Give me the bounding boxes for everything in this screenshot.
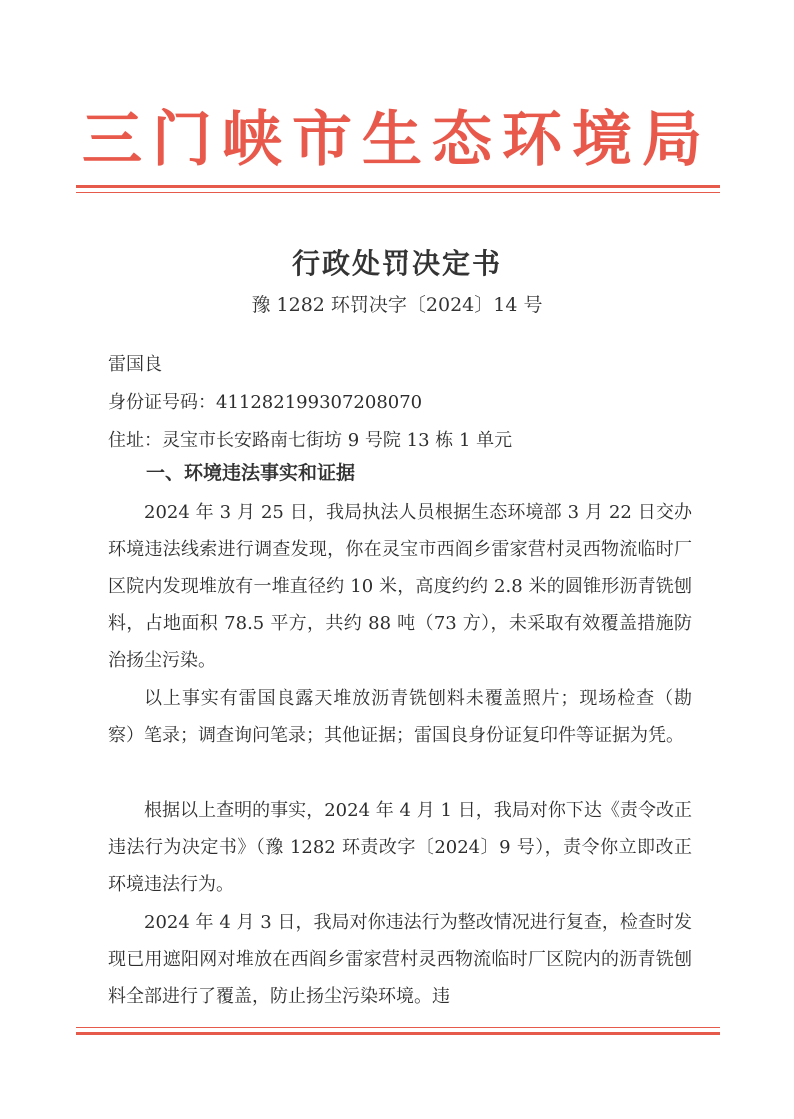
paragraph-evidence: 以上事实有雷国良露天堆放沥青铣刨料未覆盖照片；现场检查（勘察）笔录；调查询问笔录；其他证据；雷国良身份证复印件等证据为凭。 [108, 688, 692, 746]
party-address: 住址：灵宝市长安路南七街坊 9 号院 13 栋 1 单元 [108, 430, 513, 451]
footer-rule-thin [76, 1027, 720, 1028]
footer-rule-thick [76, 1032, 720, 1035]
paragraph-recheck: 2024 年 4 月 3 日，我局对你违法行为整改情况进行复查，检查时发现已用遮阳网对堆放在西阎乡雷家营村灵西物流临时厂区院内的沥青铣刨料全部进行了覆盖，防止扬尘污染环境。违 [108, 912, 692, 1007]
document-title: 行政处罚决定书 [291, 247, 502, 280]
paragraph-facts: 2024 年 3 月 25 日，我局执法人员根据生态环境部 3 月 22 日交办环境违法线索进行调查发现，你在灵宝市西阎乡雷家营村灵西物流临时厂区院内发现堆放有一堆直径约 10 米，高度约约 2.8 米的圆锥形沥青铣刨料，占地面积 78.5 平方，共约 88 吨（73 方），未采取有效覆盖措施防治扬尘污染。 [108, 502, 692, 671]
agency-name: 三门峡市生态环境局 [82, 105, 712, 175]
header-rule-thick [76, 185, 720, 188]
paragraph-order: 根据以上查明的事实，2024 年 4 月 1 日，我局对你下达《责令改正违法行为决定书》（豫 1282 环责改字〔2024〕9 号），责令你立即改正环境违法行为。 [108, 800, 692, 895]
party-id: 身份证号码：411282199307208070 [108, 392, 423, 413]
document-number: 豫 1282 环罚决字〔2024〕14 号 [251, 294, 543, 316]
section-heading: 一、环境违法事实和证据 [146, 462, 356, 484]
header-rule-thin [76, 192, 720, 193]
party-name: 雷国良 [108, 354, 162, 375]
